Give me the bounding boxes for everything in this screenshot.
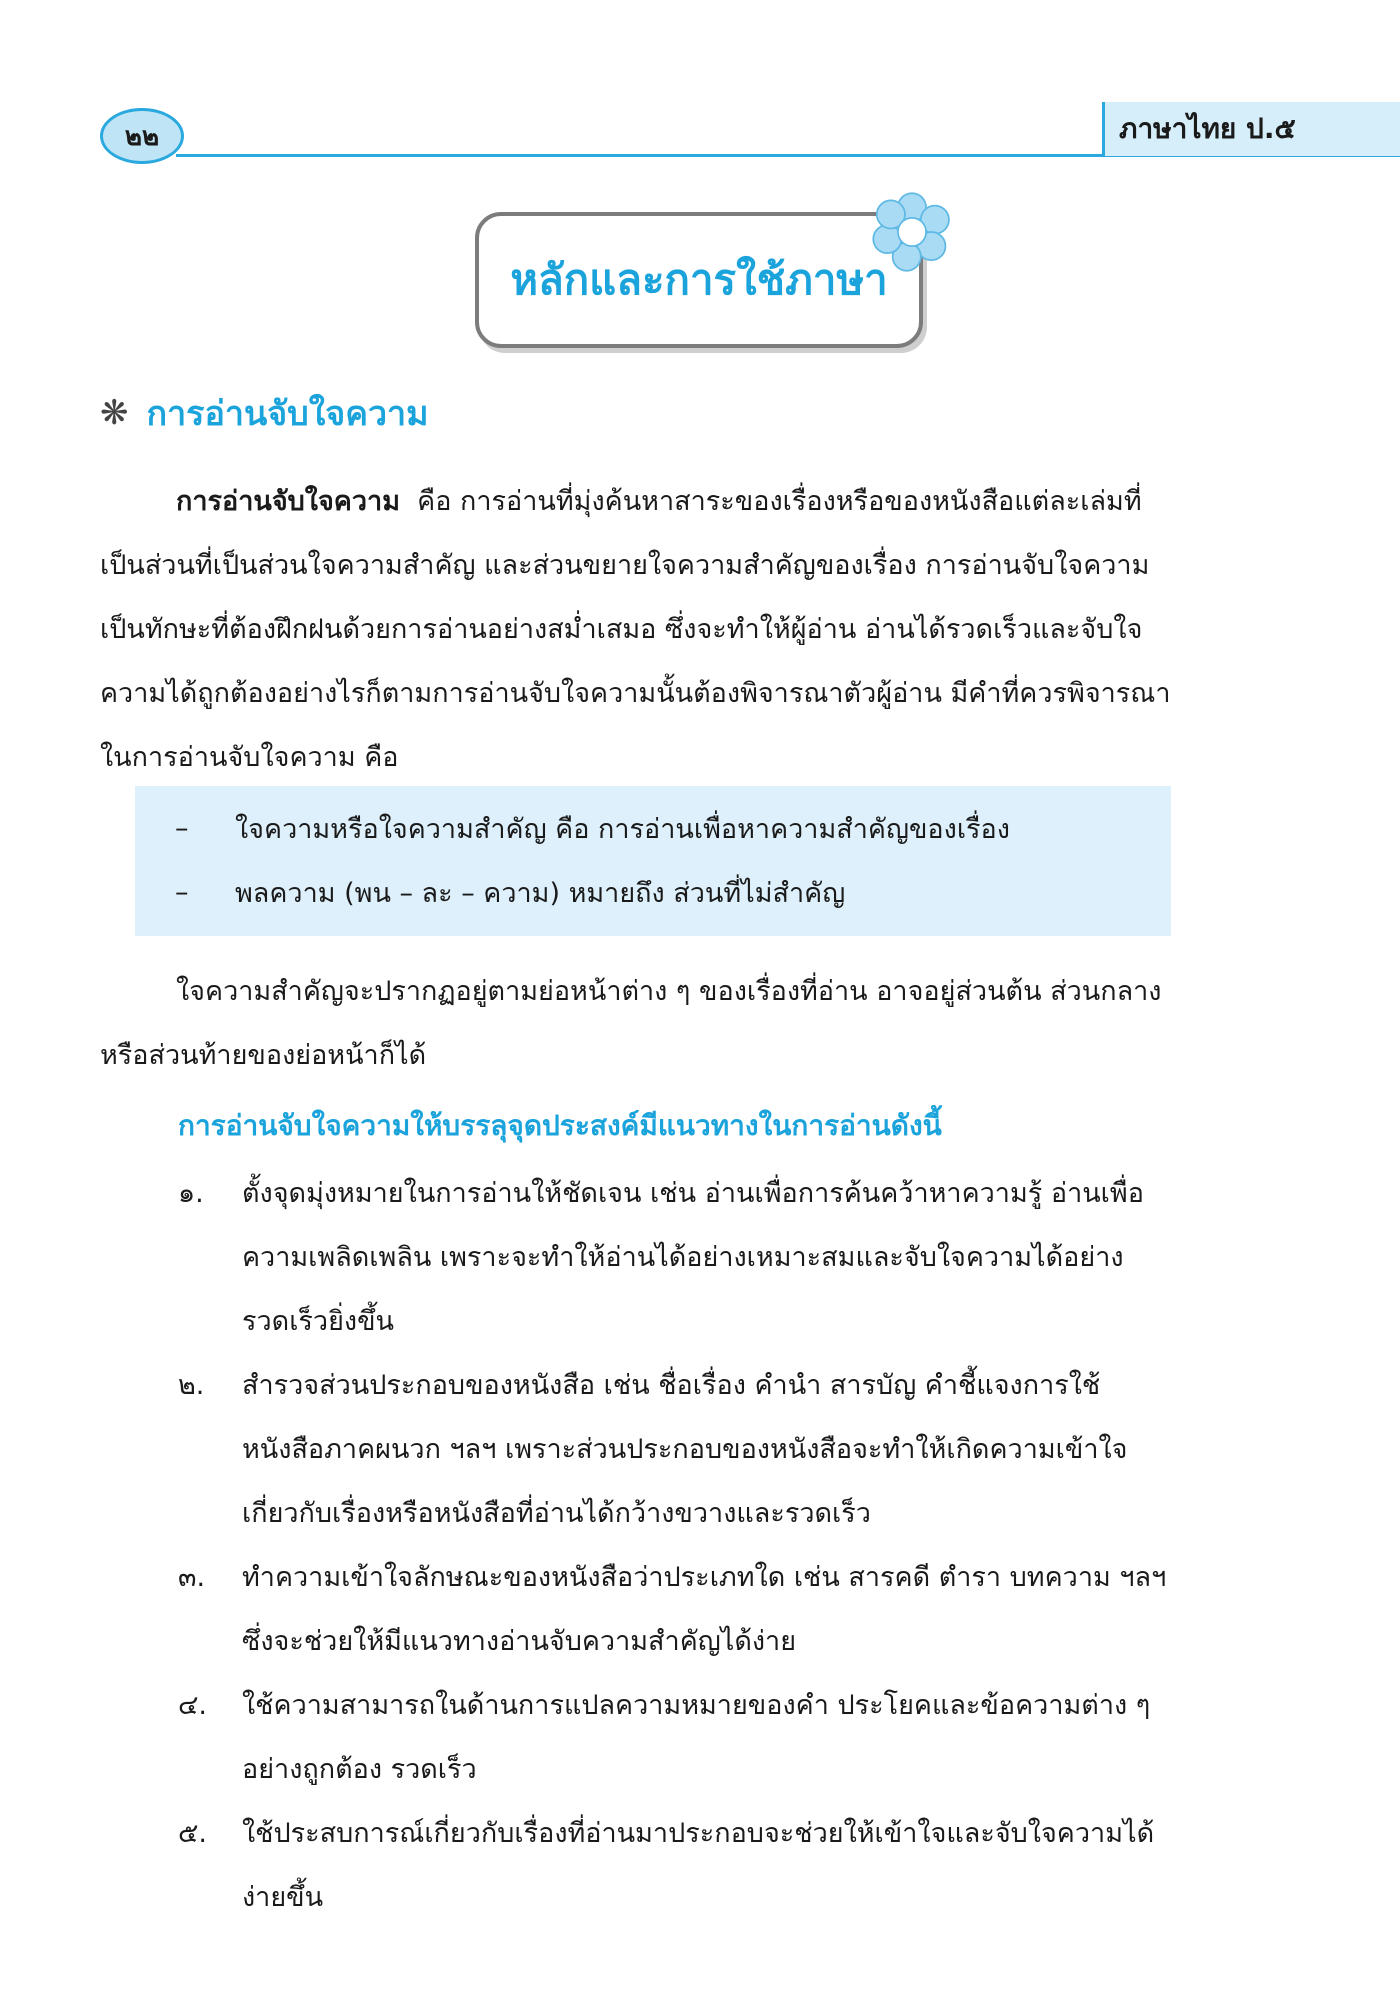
intro-paragraph	[100, 470, 1290, 790]
definition-item: – พลความ (พน – ละ – ความ) หมายถึง ส่วนที่ไม่สำคัญ	[175, 876, 846, 909]
intro-line: เป็นส่วนที่เป็นส่วนใจความสำคัญ และส่วนขยายใจความสำคัญของเรื่อง การอ่านจับใจความ	[100, 550, 1150, 581]
main-idea-paragraph	[100, 960, 1290, 1088]
list-item: ๔. ใช้ความสามารถในด้านการแปลความหมายของคำ ประโยคและข้อความต่าง ๆ อย่างถูกต้อง รวดเร็ว	[178, 1690, 1151, 1785]
section-heading	[100, 388, 429, 438]
intro-term: การอ่านจับใจความ	[176, 486, 400, 517]
main-idea-line: ใจความสำคัญจะปรากฏอยู่ตามย่อหน้าต่าง ๆ ของเรื่องที่อ่าน อาจอยู่ส่วนต้น ส่วนกลาง	[176, 976, 1162, 1007]
guidelines-heading: การอ่านจับใจความให้บรรลุจุดประสงค์มีแนวทางในการอ่านดังนี้	[178, 1109, 942, 1142]
intro-line: ความได้ถูกต้องอย่างไรก็ตามการอ่านจับใจความนั้นต้องพิจารณาตัวผู้อ่าน มีคำที่ควรพิจารณา	[100, 678, 1171, 709]
list-item: ๑. ตั้งจุดมุ่งหมายในการอ่านให้ชัดเจน เช่น อ่านเพื่อการค้นคว้าหาความรู้ อ่านเพื่อ ความเพลิดเพลิน เพราะจะทำให้อ่านได้อย่างเหมาะสมและจับใจความได้อย่าง รวดเร็วยิ่งขึ้น	[178, 1178, 1144, 1337]
definition-box	[135, 786, 1171, 936]
intro-line: ในการอ่านจับใจความ คือ	[100, 742, 399, 773]
chapter-title: หลักและการใช้ภาษา	[475, 212, 923, 348]
list-item: ๓. ทำความเข้าใจลักษณะของหนังสือว่าประเภทใด เช่น สารคดี ตำรา บทความ ฯลฯ ซึ่งจะช่วยให้มีแนวทางอ่านจับความสำคัญได้ง่าย	[178, 1562, 1167, 1657]
intro-line: การอ่านจับใจความ คือ การอ่านที่มุ่งค้นหาสาระของเรื่องหรือของหนังสือแต่ละเล่มที่	[176, 486, 1142, 517]
book-title: ภาษาไทย ป.๕	[1102, 102, 1400, 156]
main-idea-line: หรือส่วนท้ายของย่อหน้าก็ได้	[100, 1040, 427, 1071]
list-item: ๕. ใช้ประสบการณ์เกี่ยวกับเรื่องที่อ่านมาประกอบจะช่วยให้เข้าใจและจับใจความได้ ง่ายขึ้น	[178, 1818, 1155, 1913]
intro-line: เป็นทักษะที่ต้องฝึกฝนด้วยการอ่านอย่างสม่ำเสมอ ซึ่งจะทำให้ผู้อ่าน อ่านได้รวดเร็วและจับใจ	[100, 614, 1143, 645]
flower-icon	[868, 188, 956, 276]
list-item: ๒. สำรวจส่วนประกอบของหนังสือ เช่น ชื่อเรื่อง คำนำ สารบัญ คำชี้แจงการใช้ หนังสือภาคผนวก ฯลฯ เพราะส่วนประกอบของหนังสือจะทำให้เกิดความเข้าใจ เกี่ยวกับเรื่องหรือหนังสือที่อ่านได้กว้างขวางและรวดเร็ว	[178, 1370, 1128, 1529]
page-number: ๒๒	[100, 108, 184, 164]
section-heading-text: การอ่านจับใจความ	[146, 394, 429, 434]
section-bullet-icon: ❋	[100, 393, 129, 433]
definition-item: – ใจความหรือใจความสำคัญ คือ การอ่านเพื่อหาความสำคัญของเรื่อง	[175, 812, 1010, 845]
